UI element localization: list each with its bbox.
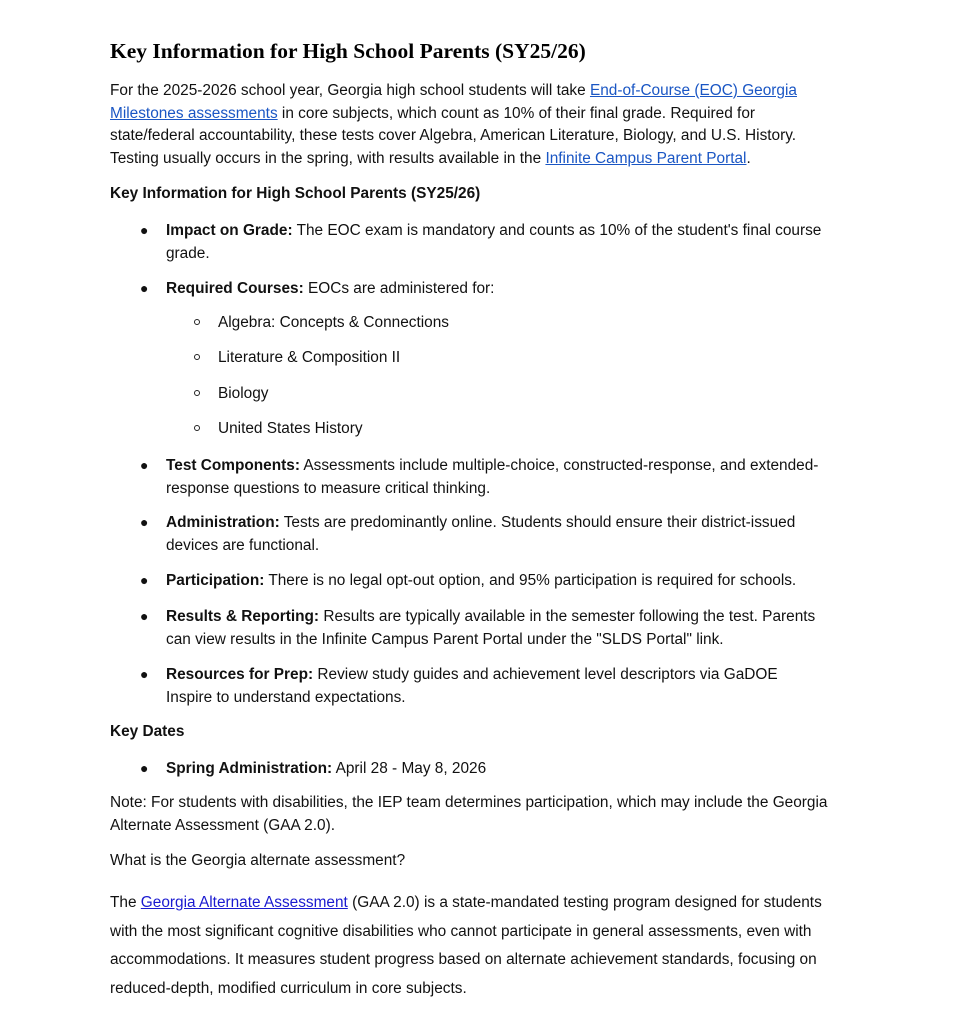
course-item: [194, 312, 449, 334]
intro-text-2: in core subjects, which count as 10% of their final grade. Required for state/federal accountability, these tests cover Algebra, American Literature, Biology, and U.S. History. Testing usually occurs in the spring, with results available in the: [110, 104, 797, 167]
bullet-participation: [110, 569, 840, 592]
bullet-text: April 28 - May 8, 2026: [332, 760, 487, 777]
circle-bullet-icon: [194, 425, 200, 431]
key-dates-heading: Key Dates: [110, 723, 185, 740]
bullet-icon: ●: [140, 457, 149, 473]
bullet-icon: ●: [140, 760, 149, 776]
course-item: [194, 418, 363, 440]
bullet-text: Results are typically available in the semester following the test. Parents can view results in the Infinite Campus Parent Portal under the "SLDS Portal" link.: [166, 608, 816, 648]
gaa-text-1: The: [110, 894, 141, 911]
bullet-label: Spring Administration:: [166, 760, 333, 777]
circle-bullet-icon: [194, 390, 200, 396]
georgia-alternate-assessment-link[interactable]: Georgia Alternate Assessment: [140, 894, 348, 911]
disability-note: Note: For students with disabilities, the IEP team determines participation, which may include the Georgia Alternate Assessment (GAA 2.0).: [110, 794, 828, 834]
gaa-text-2: (GAA 2.0) is a state-mandated testing program designed for students with the most significant cognitive disabilities who cannot participate in general assessments, even with accommodations. It measures student progress based on alternate achievement standards, focusing on reduced-depth, modified curriculum in core subjects.: [110, 894, 822, 997]
bullet-label: Impact on Grade:: [166, 222, 293, 239]
bullet-spring-admin: [110, 757, 840, 780]
eoc-milestones-link[interactable]: End-of-Course (EOC) Georgia Milestones assessments: [110, 82, 797, 122]
bullet-label: Test Components:: [166, 457, 300, 474]
bullet-icon: ●: [140, 666, 149, 682]
bullet-label: Required Courses:: [166, 280, 304, 297]
bullet-text: The EOC exam is mandatory and counts as 10% of the student's final course grade.: [166, 222, 822, 262]
bullet-text: EOCs are administered for:: [303, 280, 495, 297]
bullet-results: [110, 605, 840, 651]
bullet-text: Assessments include multiple-choice, constructed-response, and extended-response questions to measure critical thinking.: [166, 457, 819, 497]
course-label: United States History: [218, 420, 363, 437]
course-item: [194, 347, 400, 369]
bullet-label: Results & Reporting:: [166, 608, 320, 625]
bullet-text: Tests are predominantly online. Students should ensure their district-issued devices are functional.: [166, 514, 796, 554]
bullet-text: There is no legal opt-out option, and 95% participation is required for schools.: [264, 572, 797, 589]
bullet-courses: [110, 277, 840, 300]
bullet-label: Participation:: [166, 572, 265, 589]
bullet-impact: [110, 219, 840, 265]
section-heading: Key Information for High School Parents (SY25/26): [110, 185, 481, 202]
bullet-text: Review study guides and achievement level descriptors via GaDOE Inspire to understand expectations.: [166, 666, 778, 706]
course-label: Literature & Composition II: [218, 349, 401, 366]
bullet-icon: ●: [140, 280, 149, 296]
course-label: Algebra: Concepts & Connections: [218, 314, 449, 331]
intro-paragraph: [110, 80, 840, 170]
course-item: [194, 383, 268, 405]
bullet-icon: ●: [140, 608, 149, 624]
bullet-administration: [110, 511, 840, 557]
infinite-campus-link[interactable]: Infinite Campus Parent Portal: [545, 149, 747, 167]
circle-bullet-icon: [194, 319, 200, 325]
bullet-icon: ●: [140, 222, 149, 238]
bullet-icon: ●: [140, 514, 149, 530]
gaa-question: What is the Georgia alternate assessment?: [110, 852, 406, 869]
bullet-label: Resources for Prep:: [166, 666, 314, 683]
intro-text-1: For the 2025-2026 school year, Georgia high school students will take: [110, 82, 590, 99]
bullet-label: Administration:: [166, 514, 280, 531]
course-label: Biology: [218, 385, 269, 402]
bullet-icon: ●: [140, 572, 149, 588]
page-title: Key Information for High School Parents (SY25/26): [110, 39, 586, 63]
intro-text-3: .: [746, 149, 751, 167]
circle-bullet-icon: [194, 354, 200, 360]
gaa-paragraph: [110, 889, 840, 1003]
bullet-components: [110, 454, 840, 500]
bullet-resources: [110, 663, 840, 709]
